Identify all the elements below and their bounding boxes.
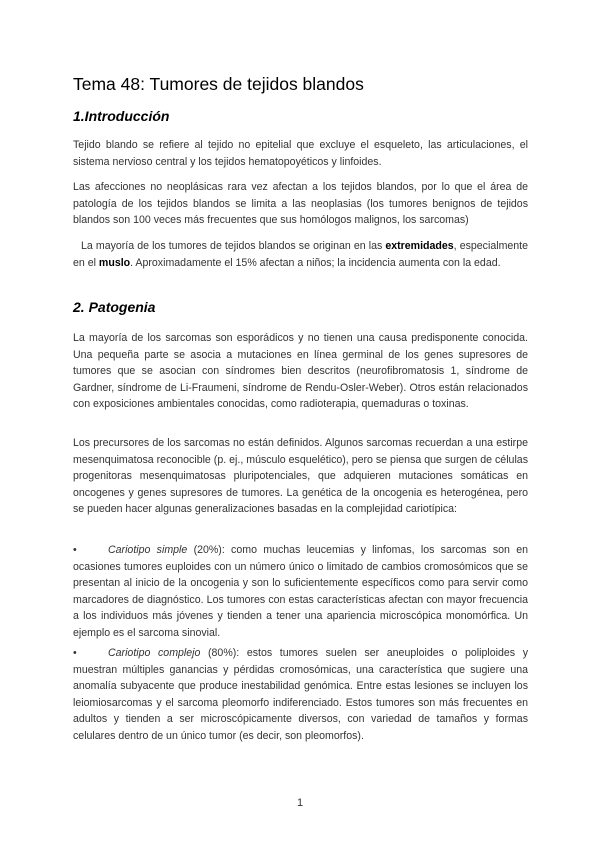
paragraph: Las afecciones no neoplásicas rara vez afectan a los tejidos blandos, por lo que el área de patología de los tejidos blandos se limita a las neoplasias (los tumores benignos de tejidos blandos son 100 veces más frecuentes que sus homólogos malignos, los sarcomas) [73, 181, 528, 227]
bullet-term: Cariotipo simple [108, 544, 188, 556]
emphasis-muslo: muslo [98, 256, 131, 269]
paragraph: La mayoría de los sarcomas son esporádicos y no tienen una causa predisponente conocida. Una pequeña parte se asocia a mutaciones en línea germinal de los genes supresores de tumores que se asocian con síndromes bien descritos (neurofibromatosis 1, síndrome de Gardner, síndrome de Li-Fraumeni, síndrome de Rendu-Osler-Weber). Otros están relacionados con exposiciones ambientales conocidas, como radioterapia, quemaduras o toxinas. [73, 332, 528, 411]
page-title: Tema 48: Tumores de tejidos blandos [73, 74, 364, 94]
bullet-item: • Cariotipo simple (20%): como muchas leucemias y linfomas, los sarcomas son en ocasiones tumores euploides con un número único o limitado de cambios cromosómicos que se presentan al inicio de la oncogenia y son lo suficientemente específicos como para servir como marcadores de diagnóstico. Los tumores con estas características afectan con mayor frecuencia a los individuos más jóvenes y tienden a tener una apariencia microscópica monomórfica. Un ejemplo es el sarcoma sinovial. [73, 544, 529, 639]
page-number: 1 [296, 797, 304, 809]
bullet-item: • Cariotipo complejo (80%): estos tumores suelen ser aneuploides o poliploides y muestran múltiples ganancias y pérdidas cromosómicas, una característica que sugiere una anomalía subyacente que produce inestabilidad genómica. Entre estas lesiones se incluyen los leiomiosarcomas y el sarcoma pleomorfo indiferenciado. Estos tumores son más frecuentes en adultos y tienden a ser microscópicamente diversos, con variedad de tamaños y formas celulares dentro de un único tumor (es decir, son pleomorfos). [73, 647, 528, 742]
paragraph: Tejido blando se refiere al tejido no epitelial que excluye el esqueleto, las articulaciones, el sistema nervioso central y los tejidos hematopoyéticos y linfoides. [73, 139, 528, 168]
section-heading-introduccion: 1.Introducción [73, 108, 170, 124]
section-heading-patogenia: 2. Patogenia [73, 299, 156, 315]
paragraph: La mayoría de los tumores de tejidos blandos se originan en las extremidades, especialmente en el muslo. Aproximadamente el 15% afectan a niños; la incidencia aumenta con la edad. [73, 240, 529, 269]
bullet-icon: • [73, 544, 77, 556]
emphasis-extremidades: extremidades [385, 240, 454, 252]
bullet-term: Cariotipo complejo [108, 647, 201, 659]
bullet-icon: • [73, 647, 77, 659]
paragraph: Los precursores de los sarcomas no están definidos. Algunos sarcomas recuerdan a una estirpe mesenquimatosa reconocible (p. ej., músculo esquelético), pero se piensa que surgen de células progenitoras mesenquimatosas pluripotenciales, que adquieren mutaciones somáticas en oncogenes y genes supresores de tumores. La genética de la oncogenia es heterogénea, pero se pueden hacer algunas generalizaciones basadas en la complejidad cariotípica: [73, 437, 528, 516]
